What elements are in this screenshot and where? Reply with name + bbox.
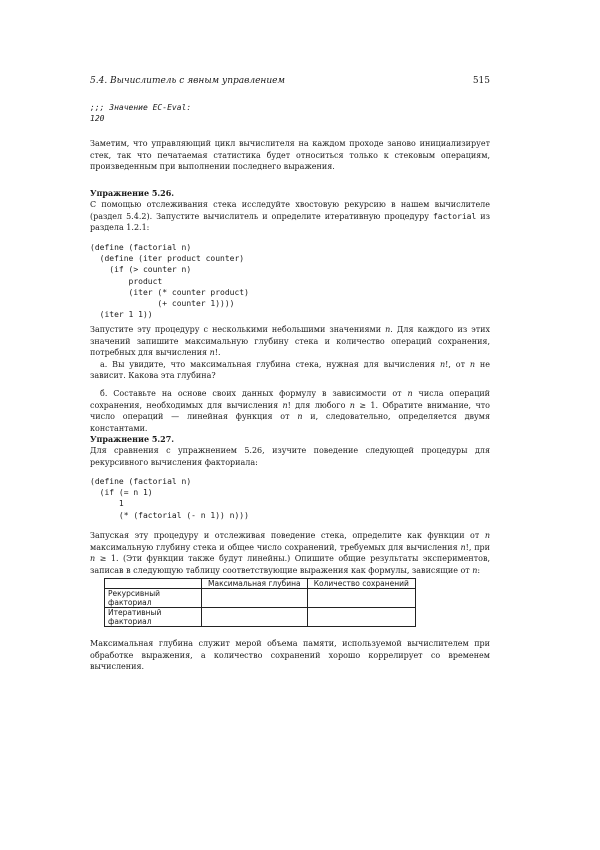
exercise-text: С помощью отслеживания стека исследуйте хвостовую рекурсию в нашем вычислителе (раздел 5.4.2). Запустите вычислитель и определите итеративную процедуру factorial из раздела 1.2.1: <box>90 200 491 233</box>
row-header: Рекурсивный факториал <box>105 589 202 608</box>
table-header-row <box>105 579 416 589</box>
code-iterative-factorial: (define (factorial n) (define (iter product counter) (if (> counter n) product (iter (* counter product) (+ counter 1)))) (iter 1 1)) <box>90 243 249 320</box>
exercise-title: Упражнение 5.27. <box>90 434 175 444</box>
paragraph-intro <box>90 138 490 173</box>
code-recursive-factorial: (define (factorial n) (if (= n 1) 1 (* (factorial (- n 1)) n))) <box>90 477 249 520</box>
exercise-5-27 <box>90 434 490 468</box>
paragraph-text: Заметим, что управляющий цикл вычислителя на каждом проходе заново инициализирует стек, так что печатаемая статистика будет относиться только к стековым операциям, произведенным при выполнении последнего выражения. <box>90 139 490 172</box>
row-header: Итеративный факториал <box>105 608 202 627</box>
paragraph-text: Максимальная глубина служит мерой объема памяти, используемой вычислителем при обработке выражения, а количество сохранений хорошо коррелирует со временем вычисления. <box>90 639 490 672</box>
task-text: Запуская эту процедуру и отслеживая поведение стека, определите как функции от n максимальную глубину стека и общее число сохранений, требуемых для вычисления n!, при n ≥ 1. (Эти функции также будут линейны.) Опишите общие результаты экспериментов, записав в следующую таблицу соответствующие выражения как формулы, зависящие от n: <box>90 531 490 575</box>
exercise-5-26-tasks <box>90 324 490 434</box>
task-intro: Запустите эту процедуру с несколькими небольшими значениями n. Для каждого из этих значений запишите максимальную глубину стека и количество операций сохранения, потребных для вычисления n!. <box>90 325 490 358</box>
table-row <box>105 608 416 627</box>
exercise-title: Упражнение 5.26. <box>90 188 175 198</box>
exercise-5-27-task <box>90 530 490 576</box>
table-row <box>105 589 416 608</box>
inline-code: factorial <box>432 211 477 221</box>
task-a: а. Вы увидите, что максимальная глубина стека, нужная для вычисления n!, от n не зависит. Какова эта глубина? <box>90 359 491 381</box>
section-title: 5.4. Вычислитель с явным управлением <box>90 76 285 86</box>
page-number: 515 <box>472 76 490 86</box>
table-cell <box>307 608 415 627</box>
task-b: б. Составьте на основе своих данных формулу в зависимости от n числа операций сохранения, необходимых для вычисления n! для любого n ≥ 1. Обратите внимание, что число операций — линейная функция от n и, следовательно, определяется двумя константами. <box>90 388 490 433</box>
results-table <box>104 578 416 627</box>
column-header: Количество сохранений <box>307 579 415 589</box>
exercise-text: Для сравнения с упражнением 5.26, изучите поведение следующей процедуры для рекурсивного вычисления факториала: <box>90 446 490 467</box>
exercise-5-26 <box>90 188 490 234</box>
output-comment: ;;; Значение EC-Eval: <box>90 103 192 112</box>
column-header: Максимальная глубина <box>202 579 308 589</box>
running-header <box>90 76 490 86</box>
output-listing <box>90 102 490 124</box>
paragraph-conclusion <box>90 638 490 673</box>
table-cell <box>202 608 308 627</box>
table-corner-cell <box>105 579 202 589</box>
output-value: 120 <box>90 114 105 124</box>
table-cell <box>202 589 308 608</box>
table-cell <box>307 589 415 608</box>
